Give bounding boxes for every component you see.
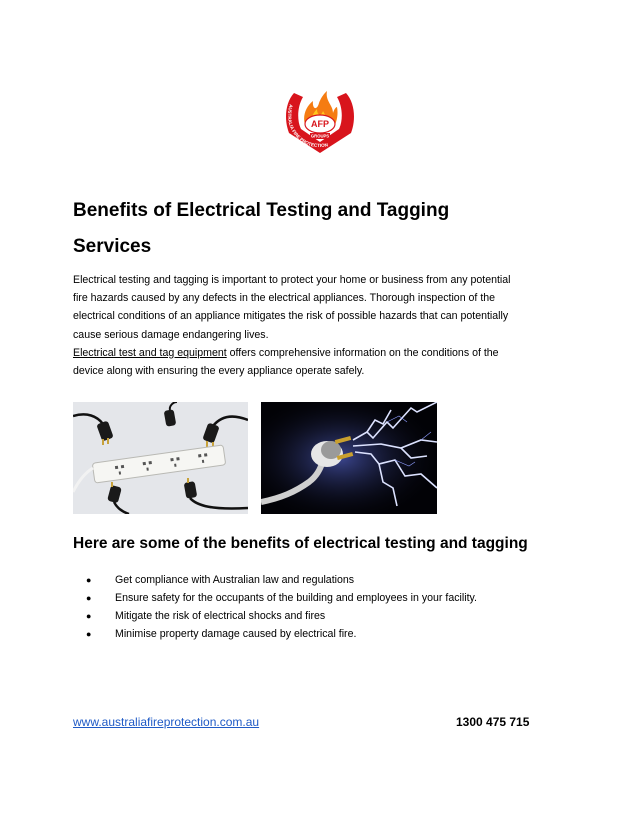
- intro-after-link: offers comprehensive information on the conditions of the: [226, 346, 499, 359]
- intro-line: electrical conditions of an appliance mitigates the risk of possible hazards that can potentially: [73, 310, 509, 323]
- benefits-list: [73, 571, 573, 643]
- bullet-icon: ●: [86, 593, 92, 603]
- phone-number: 1300 475 715: [456, 715, 530, 729]
- intro-line: [73, 344, 573, 362]
- page-title-line: Services: [73, 236, 152, 257]
- page-title-line: Benefits of Electrical Testing and Tagging: [73, 200, 450, 221]
- intro-line: device along with ensuring the every appliance operate safely.: [73, 365, 365, 378]
- intro-line: cause serious damage endangering lives.: [73, 328, 269, 341]
- list-item: [73, 607, 573, 625]
- bullet-icon: ●: [86, 575, 92, 585]
- bullet-icon: ●: [86, 629, 92, 639]
- afp-flame-logo: [279, 87, 361, 155]
- intro-line: fire hazards caused by any defects in the electrical appliances. Thorough inspection of the: [73, 292, 496, 305]
- power-board-plugs-photo: [73, 402, 248, 514]
- logo-sub-text: GROUPS: [310, 133, 330, 139]
- website-link[interactable]: www.australiafireprotection.com.au: [73, 715, 260, 729]
- list-item: [73, 589, 573, 607]
- logo-center-text: AFP: [311, 119, 329, 129]
- electric-plug-lightning-photo: [261, 402, 437, 514]
- page-title: [73, 193, 573, 265]
- intro-line: Electrical testing and tagging is important to protect your home or business from any potential: [73, 274, 511, 286]
- list-item-text: Get compliance with Australian law and regulations: [115, 574, 355, 586]
- test-tag-equipment-link[interactable]: Electrical test and tag equipment: [73, 346, 227, 359]
- list-item: [73, 571, 573, 589]
- logo-ring-text: AUSTRALIA FIRE PROTECTION: [287, 103, 329, 149]
- intro-paragraph: [73, 271, 573, 380]
- list-item-text: Ensure safety for the occupants of the building and employees in your facility.: [115, 592, 477, 604]
- bullet-icon: ●: [86, 611, 92, 621]
- benefits-heading: Here are some of the benefits of electrical testing and tagging: [73, 535, 528, 552]
- list-item: [73, 625, 573, 643]
- list-item-text: Mitigate the risk of electrical shocks and fires: [115, 610, 326, 622]
- list-item-text: Minimise property damage caused by electrical fire.: [115, 628, 357, 640]
